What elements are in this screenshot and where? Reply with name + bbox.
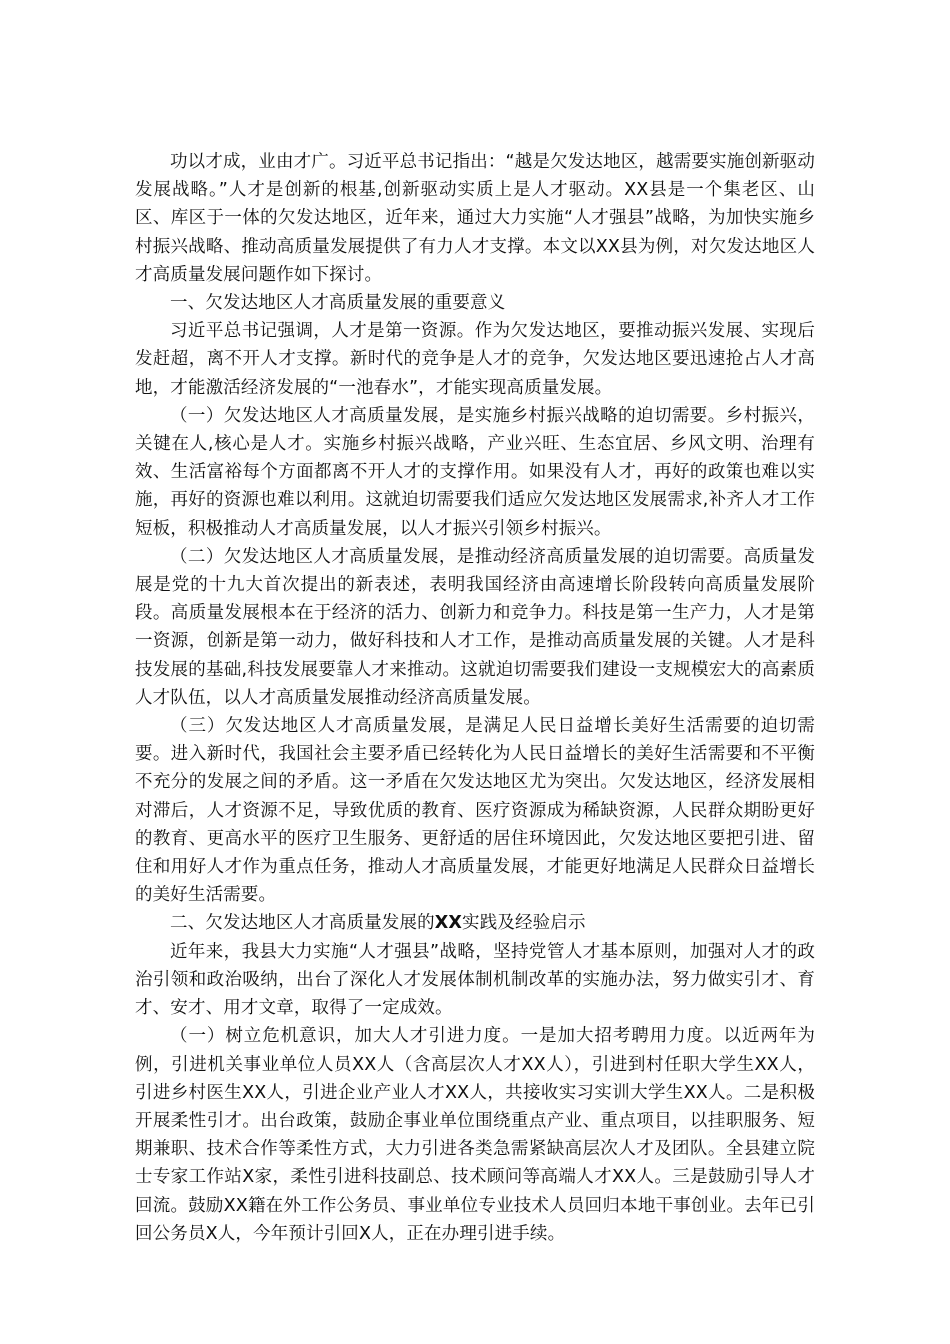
paragraph-better-life: （三）欠发达地区人才高质量发展，是满足人民日益增长美好生活需要的迫切需要。进入新时代，我国社会主要矛盾已经转化为人民日益增长的美好生活需要和不平衡不充分的发展之间的矛盾。这一矛盾在欠发达地区尤为突出。欠发达地区，经济发展相对滞后，人才资源不足，导致优质的教育、医疗资源成为稀缺资源，人民群众期盼更好的教育、更高水平的医疗卫生服务、更舒适的居住环境因此，欠发达地区要把引进、留住和用好人才作为重点任务，推动人才高质量发展，才能更好地满足人民群众日益增长的美好生活需要。	[135, 716, 815, 906]
section-heading-1: 一、欠发达地区人才高质量发展的重要意义	[170, 293, 506, 314]
section-heading-2	[135, 909, 815, 937]
paragraph-talent-introduction: （一）树立危机意识，加大人才引进力度。一是加大招考聘用力度。以近两年为例，引进机关事业单位人员XX人（含高层次人才XX人），引进到村任职大学生XX人，引进乡村医生XX人，引进企业产业人才XX人，共接收实习实训大学生XX人。二是积极开展柔性引才。出台政策，鼓励企事业单位围绕重点产业、重点项目，以挂职服务、短期兼职、技术合作等柔性方式，大力引进各类急需紧缺高层次人才及团队。全县建立院士专家工作站X家，柔性引进科技副总、技术顾问等高端人才XX人。三是鼓励引导人才回流。鼓励XX籍在外工作公务员、事业单位专业技术人员回归本地干事创业。去年已引回公务员X人，今年预计引回X人，正在办理引进手续。	[135, 1026, 815, 1244]
document-body	[135, 148, 815, 1248]
paragraph-economic-development: （二）欠发达地区人才高质量发展，是推动经济高质量发展的迫切需要。高质量发展是党的十九大首次提出的新表述，表明我国经济由高速增长阶段转向高质量发展阶段。高质量发展根本在于经济的活力、创新力和竞争力。科技是第一生产力，人才是第一资源，创新是第一动力，做好科技和人才工作，是推动高质量发展的关键。人才是科技发展的基础,科技发展要靠人才来推动。这就迫切需要我们建设一支规模宏大的高素质人才队伍，以人才高质量发展推动经济高质量发展。	[135, 546, 815, 708]
section-heading-2-suffix: 实践及经验启示	[462, 913, 586, 934]
paragraph-practice-overview: 近年来，我县大力实施“人才强县”战略，坚持党管人才基本原则，加强对人才的政治引领和政治吸纳，出台了深化人才发展体制机制改革的实施办法，努力做实引才、育才、安才、用才文章，取得了一定成效。	[135, 941, 815, 1019]
intro-paragraph: 功以才成，业由才广。习近平总书记指出：“越是欠发达地区，越需要实施创新驱动发展战略。”人才是创新的根基,创新驱动实质上是人才驱动。XX县是一个集老区、山区、库区于一体的欠发达地区，近年来，通过大力实施“人才强县”战略，为加快实施乡村振兴战略、推动高质量发展提供了有力人才支撑。本文以XX县为例，对欠发达地区人才高质量发展问题作如下探讨。	[135, 152, 815, 285]
paragraph-rural-revitalization: （一）欠发达地区人才高质量发展，是实施乡村振兴战略的迫切需要。乡村振兴，关键在人,核心是人才。实施乡村振兴战略，产业兴旺、生态宜居、乡风文明、治理有效、生活富裕每个方面都离不开人才的支撑作用。如果没有人才，再好的政策也难以实施，再好的资源也难以利用。这就迫切需要我们适应欠发达地区发展需求,补齐人才工作短板，积极推动人才高质量发展，以人才振兴引领乡村振兴。	[135, 405, 815, 539]
paragraph-significance: 习近平总书记强调，人才是第一资源。作为欠发达地区，要推动振兴发展、实现后发赶超，离不开人才支撑。新时代的竞争是人才的竞争，欠发达地区要迅速抢占人才高地，才能激活经济发展的“一池春水”，才能实现高质量发展。	[135, 321, 815, 398]
section-heading-2-county: XX	[434, 913, 463, 934]
section-heading-2-prefix: 二、欠发达地区人才高质量发展的	[170, 913, 435, 934]
